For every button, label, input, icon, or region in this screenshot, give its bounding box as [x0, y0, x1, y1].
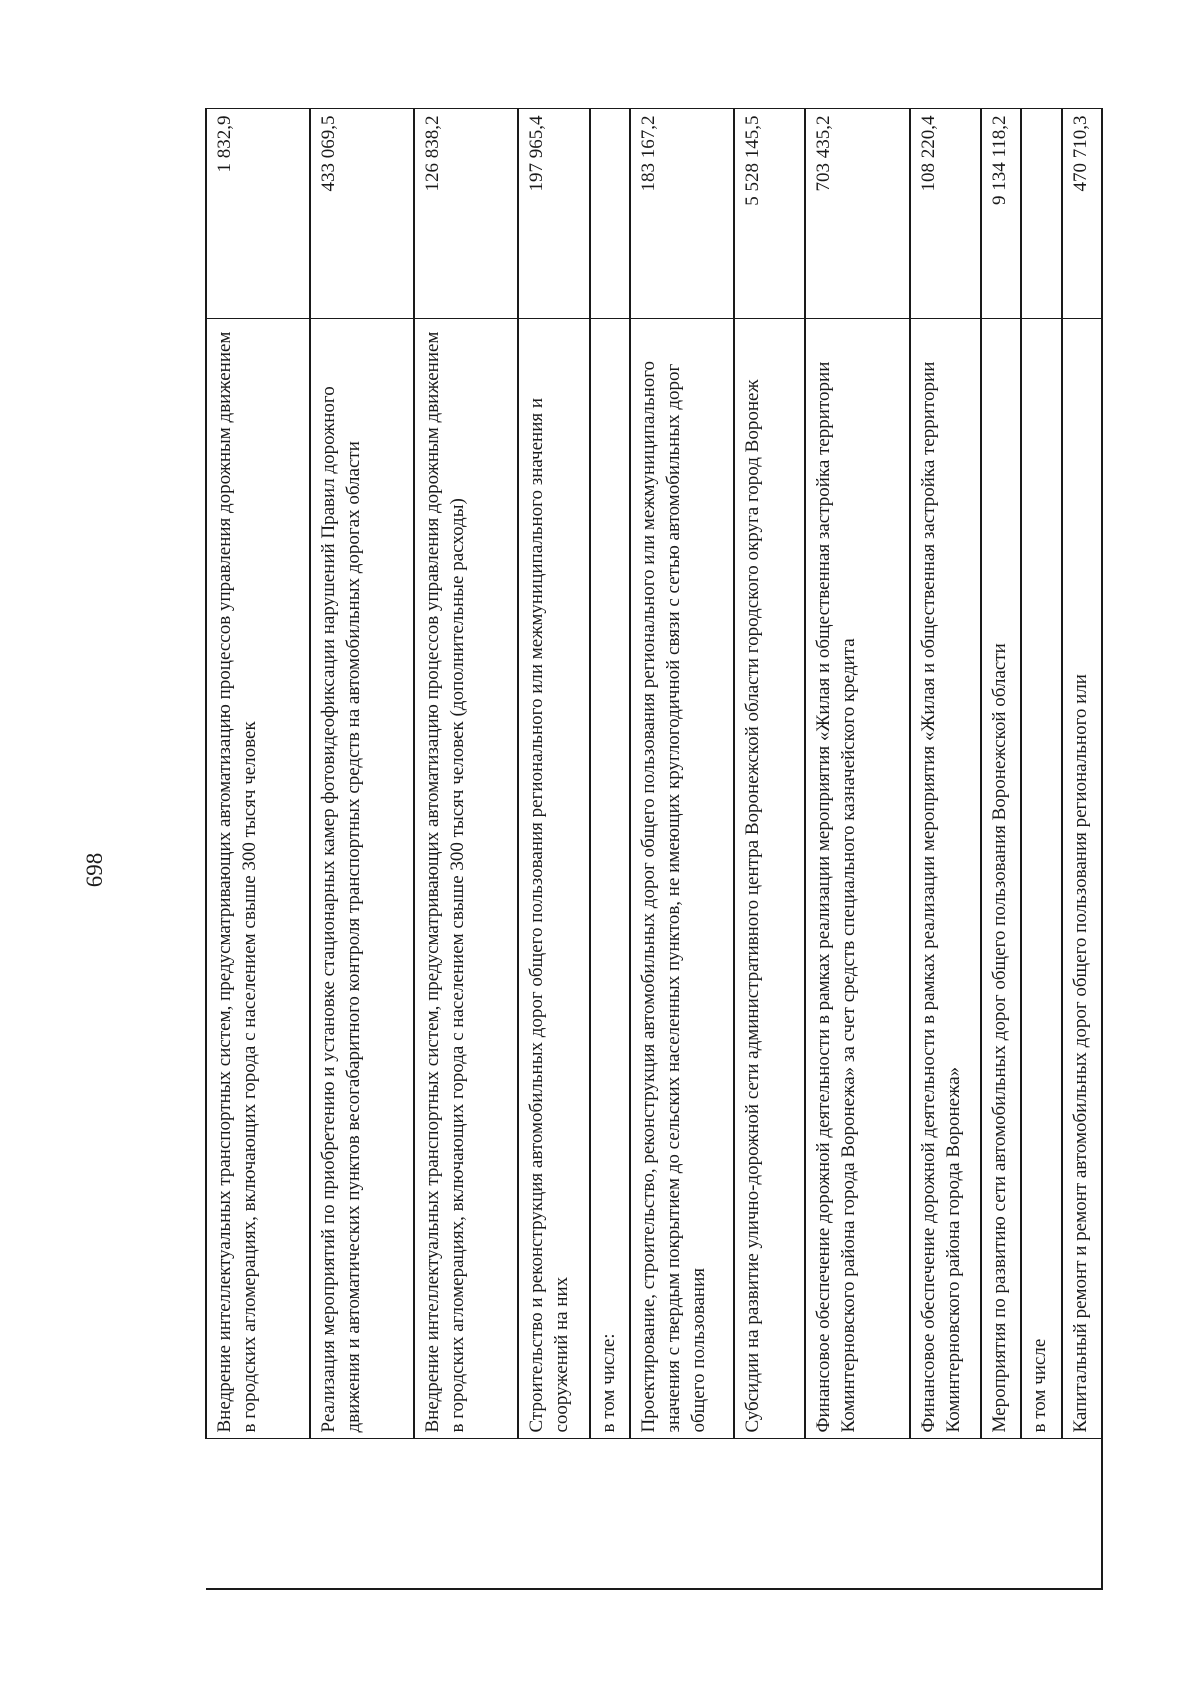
row-description: Внедрение интеллектуальных транспортных систем, предусматривающих автоматизацию процессов управления дорожным движением в городских агломерациях, включающих города с населением свыше 300 тысяч человек	[206, 319, 310, 1439]
page-number: 698	[82, 852, 107, 888]
row-amount: 470 710,3	[1062, 109, 1102, 319]
row-description: Капитальный ремонт и ремонт автомобильных дорог общего пользования регионального или	[1062, 319, 1102, 1439]
row-amount	[1021, 109, 1061, 319]
row-description: в том числе:	[590, 319, 630, 1439]
empty-column	[206, 1439, 1102, 1589]
row-amount: 108 220,4	[910, 109, 981, 319]
table-row	[981, 109, 1021, 1589]
table-row	[910, 109, 981, 1589]
row-description: Финансовое обеспечение дорожной деятельности в рамках реализации мероприятия «Жилая и общественная застройка территории Коминтерновского района города Воронежа» за счет средств специального казначейского кредита	[805, 319, 909, 1439]
row-description: Финансовое обеспечение дорожной деятельности в рамках реализации мероприятия «Жилая и общественная застройка территории Коминтерновского района города Воронежа»	[910, 319, 981, 1439]
row-description: Мероприятия по развитию сети автомобильных дорог общего пользования Воронежской области	[981, 319, 1021, 1439]
table-row	[590, 109, 630, 1589]
row-amount: 197 965,4	[518, 109, 589, 319]
row-amount: 126 838,2	[414, 109, 518, 319]
row-description: Внедрение интеллектуальных транспортных систем, предусматривающих автоматизацию процессов управления дорожным движением в городских агломерациях, включающих города с населением свыше 300 тысяч человек (дополнительные расходы)	[414, 319, 518, 1439]
row-amount: 433 069,5	[310, 109, 414, 319]
table-row	[1062, 109, 1102, 1589]
row-amount	[590, 109, 630, 319]
document-page	[205, 110, 1105, 1590]
row-description: в том числе	[1021, 319, 1061, 1439]
table-row	[414, 109, 518, 1589]
table-row	[630, 109, 734, 1589]
row-amount: 1 832,9	[206, 109, 310, 319]
budget-table	[205, 109, 1103, 1591]
row-description: Строительство и реконструкция автомобильных дорог общего пользования регионального или межмуниципального значения и сооружений на них	[518, 319, 589, 1439]
row-amount: 183 167,2	[630, 109, 734, 319]
row-description: Субсидии на развитие улично-дорожной сети административного центра Воронежской области городского округа город Воронеж	[734, 319, 805, 1439]
row-description: Реализация мероприятий по приобретению и установке стационарных камер фотовидеофиксации нарушений Правил дорожного движения и автоматических пунктов весогабаритного контроля транспортных средств на автомобильных дорогах области	[310, 319, 414, 1439]
table-row	[206, 109, 310, 1589]
table-row	[518, 109, 589, 1589]
row-amount: 5 528 145,5	[734, 109, 805, 319]
table-row	[734, 109, 805, 1589]
rotated-table-wrapper	[205, 110, 1105, 1590]
table-row	[1021, 109, 1061, 1589]
row-amount: 703 435,2	[805, 109, 909, 319]
row-amount: 9 134 118,2	[981, 109, 1021, 319]
row-description: Проектирование, строительство, реконструкция автомобильных дорог общего пользования регионального или межмуниципального значения с твердым покрытием до сельских населенных пунктов, не имеющих круглогодичной связи с сетью автомобильных дорог общего пользования	[630, 319, 734, 1439]
table-row	[805, 109, 909, 1589]
table-row	[310, 109, 414, 1589]
